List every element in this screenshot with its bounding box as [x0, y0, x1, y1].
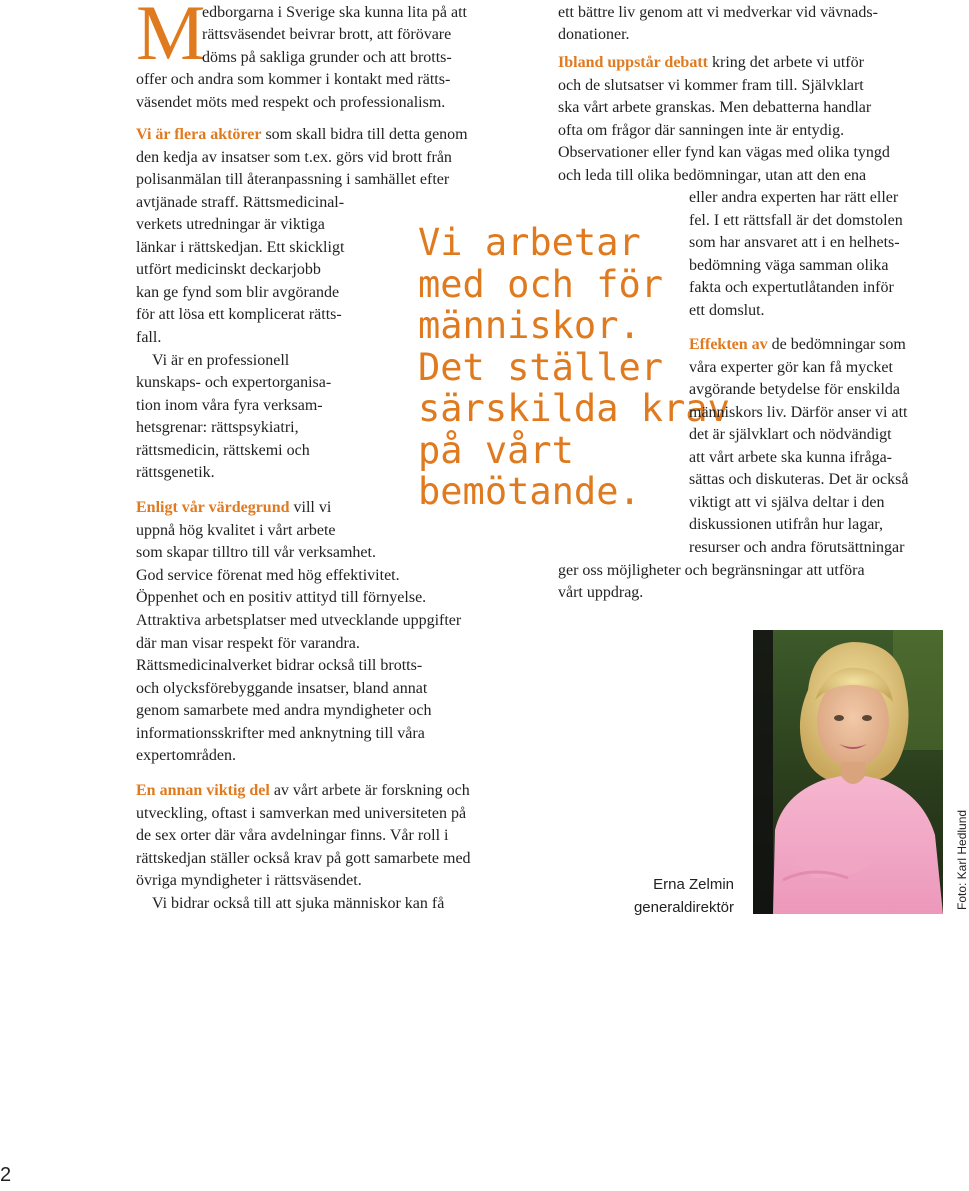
text-line: ger oss möjligheter och begränsningar att utföra [558, 562, 865, 579]
paragraph-lead: Enligt vår värdegrund [136, 499, 290, 516]
text-line: rättsväsendet beivrar brott, att förövare [202, 26, 452, 43]
text-line: rättskedjan ställer också krav på gott samarbete med [136, 850, 471, 867]
text-line: som skapar tilltro till vår verksamhet. [136, 544, 376, 561]
text-line: ska vårt arbete granskas. Men debatterna handlar [558, 99, 872, 116]
text-line: uppnå hög kvalitet i vårt arbete [136, 522, 336, 539]
text-line: bedömning väga samman olika [689, 257, 889, 274]
text-line: viktigt att vi själva deltar i den [689, 494, 885, 511]
text-line: Effekten av de bedömningar som [689, 336, 906, 353]
text-line: avtjänade straff. Rättsmedicinal- [136, 194, 345, 211]
text-line: edborgarna i Sverige ska kunna lita på att [202, 4, 467, 21]
text-line: vårt uppdrag. [558, 584, 644, 601]
text-line: fel. I ett rättsfall är det domstolen [689, 212, 903, 229]
text-line: rättsgenetik. [136, 464, 215, 481]
text-line: fall. [136, 329, 162, 346]
text-line: rättsmedicin, rättskemi och [136, 442, 310, 459]
photo-caption [596, 873, 734, 919]
pull-quote [418, 222, 730, 513]
text-line: som har ansvaret att i en helhets- [689, 234, 900, 251]
text-line: och leda till olika bedömningar, utan att den ena [558, 167, 867, 184]
text-line: sättas och diskuteras. Det är också [689, 471, 909, 488]
text-line: Vi bidrar också till att sjuka människor kan få [152, 895, 445, 912]
text-line: tion inom våra fyra verksam- [136, 397, 323, 414]
pull-quote-line: på vårt [418, 428, 574, 472]
text-line: den kedja av insatser som t.ex. görs vid brott från [136, 149, 452, 166]
portrait-photo [753, 630, 943, 914]
text-line: diskussionen utifrån hur lagar, [689, 516, 883, 533]
pull-quote-line: bemötande. [418, 470, 641, 513]
text-line: polisanmälan till återanpassning i samhället efter [136, 171, 450, 188]
text-line: och olycksförebyggande insatser, bland annat [136, 680, 428, 697]
text-line: utveckling, oftast i samverkan med universiteten på [136, 805, 467, 822]
text-line: de sex orter där våra avdelningar finns. Vår roll i [136, 827, 449, 844]
paragraph-lead: En annan viktig del [136, 782, 270, 799]
paragraph-lead: Ibland uppstår debatt [558, 54, 708, 71]
drop-cap: M [136, 0, 206, 76]
pull-quote-line: Det ställer [418, 345, 664, 389]
text-line: kan ge fynd som blir avgörande [136, 284, 340, 301]
text-line: offer och andra som kommer i kontakt med rätts- [136, 71, 451, 88]
text-line: avgörande betydelse för enskilda [689, 381, 901, 398]
text-line: expertområden. [136, 747, 236, 764]
text-line: människors liv. Därför anser vi att [689, 404, 908, 421]
text-line: att vårt arbete ska kunna ifråga- [689, 449, 893, 466]
text-line: informationsskrifter med anknytning till våra [136, 725, 425, 742]
text-line: ett bättre liv genom att vi medverkar vid vävnads- [558, 4, 878, 21]
text-line: väsendet möts med respekt och professionalism. [136, 94, 446, 111]
text-line: döms på sakliga grunder och att brotts- [202, 49, 452, 66]
text-line: God service förenat med hög effektivitet. [136, 567, 400, 584]
paragraph-lead: Vi är flera aktörer [136, 126, 262, 143]
text-line: det är självklart och nödvändigt [689, 426, 892, 443]
pull-quote-line: människor. [418, 304, 641, 347]
paragraph-lead: Effekten av [689, 336, 768, 353]
text-line: Ibland uppstår debatt kring det arbete vi utför [558, 54, 864, 71]
text-line: ofta om frågor där sanningen inte är entydig. [558, 122, 845, 139]
text-line: Observationer eller fynd kan vägas med olika tyngd [558, 144, 890, 161]
text-line: Vi är en professionell [152, 352, 290, 369]
text-line: resurser och andra förutsättningar [689, 539, 905, 556]
text-line: och de slutsatser vi kommer fram till. Självklart [558, 77, 864, 94]
caption-title: generaldirektör [633, 899, 734, 916]
text-line: fakta och expertutlåtanden inför [689, 279, 894, 296]
photo-credit: Foto: Karl Hedlund [955, 809, 969, 910]
text-line: donationer. [558, 26, 630, 43]
text-line: En annan viktig del av vårt arbete är forskning och [136, 782, 470, 799]
text-line: där man visar respekt för varandra. [136, 635, 360, 652]
text-line: verkets utredningar är viktiga [136, 216, 325, 233]
text-line: Rättsmedicinalverket bidrar också till brotts- [136, 657, 423, 674]
pull-quote-line: särskilda krav [418, 387, 730, 430]
text-line: utfört medicinskt deckarjobb [136, 261, 321, 278]
text-line: länkar i rättskedjan. Ett skickligt [136, 239, 345, 256]
text-line: Attraktiva arbetsplatser med utvecklande uppgifter [136, 612, 462, 629]
text-line: genom samarbete med andra myndigheter och [136, 702, 432, 719]
text-line: Enligt vår värdegrund vill vi [136, 499, 332, 516]
text-line: Öppenhet och en positiv attityd till förnyelse. [136, 589, 427, 606]
page-number: 2 [0, 1164, 12, 1186]
text-line: hetsgrenar: rättspsykiatri, [136, 419, 299, 436]
pull-quote-line: Vi arbetar [418, 221, 641, 264]
text-line: Vi är flera aktörer som skall bidra till detta genom [136, 126, 468, 143]
text-line: övriga myndigheter i rättsväsendet. [136, 872, 362, 889]
text-line: våra experter gör kan få mycket [689, 359, 893, 376]
text-line: ett domslut. [689, 302, 765, 319]
text-line: kunskaps- och expertorganisa- [136, 374, 332, 391]
caption-name: Erna Zelmin [653, 876, 734, 893]
text-line: eller andra experten har rätt eller [689, 189, 899, 206]
pull-quote-line: med och för [418, 262, 664, 306]
text-line: för att lösa ett komplicerat rätts- [136, 306, 342, 323]
